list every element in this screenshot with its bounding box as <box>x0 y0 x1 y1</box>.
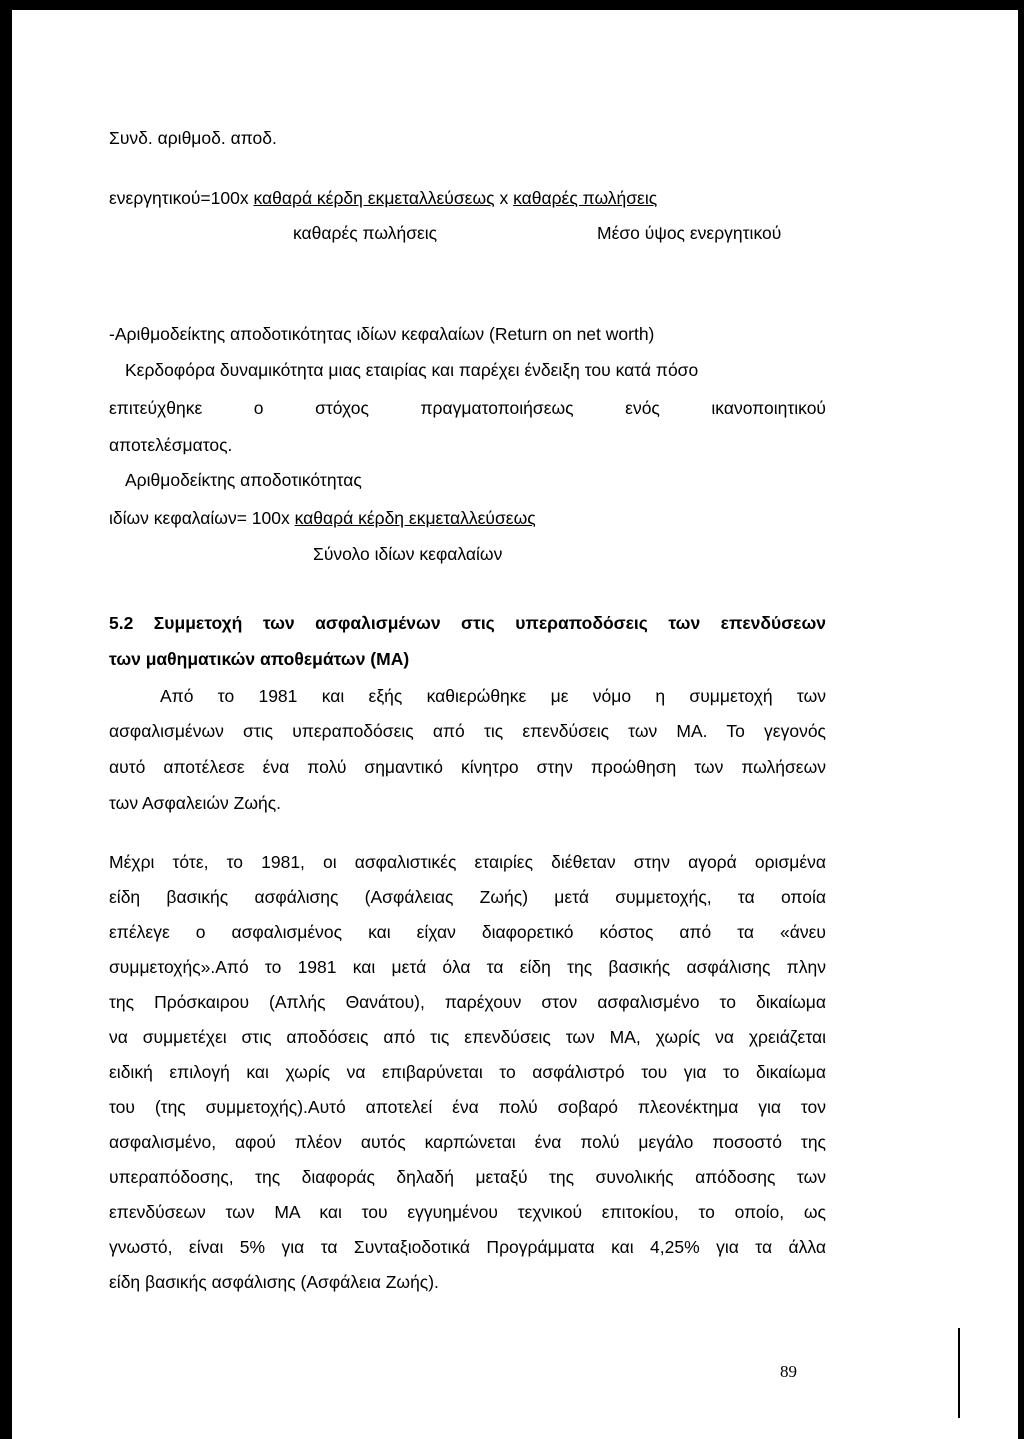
p2-line7: ειδική επιλογή και χωρίς να επιβαρύνεται το ασφάλιστρό του για το δικαίωμα <box>109 1062 826 1082</box>
p1-line2: ασφαλισμένων στις υπεραποδόσεις από τις επενδύσεις των ΜΑ. Το γεγονός <box>109 721 826 741</box>
formula1-denominator2: Μέσο ύψος ενεργητικού <box>597 223 782 243</box>
formula1-prefix: ενεργητικού=100x <box>109 188 249 208</box>
p2-line12: γνωστό, είναι 5% για τα Συνταξιοδοτικά Προγράμματα και 4,25% για τα άλλα <box>109 1237 826 1257</box>
p2-line6: να συμμετέχει στις αποδόσεις από τις επενδύσεις των ΜΑ, χωρίς να χρειάζεται <box>109 1027 826 1047</box>
p2-line4: συμμετοχής».Από το 1981 και μετά όλα τα είδη της βασικής ασφάλισης πλην <box>109 957 826 977</box>
roe-formula-numerator: καθαρά κέρδη εκμεταλλεύσεως <box>294 508 536 528</box>
p2-line11: επενδύσεων των ΜΑ και του εγγυημένου τεχνικού επιτοκίου, το οποίο, ως <box>109 1202 826 1222</box>
roe-formula-label1: Αριθμοδείκτης αποδοτικότητας <box>125 470 362 490</box>
p1-line1: Από το 1981 και εξής καθιερώθηκε με νόμο η συμμετοχή των <box>160 686 826 706</box>
roe-line2: Κερδοφόρα δυναμικότητα μιας εταιρίας και παρέχει ένδειξη του κατά πόσο <box>125 360 699 380</box>
p2-line13: είδη βασικής ασφάλισης (Ασφάλεια Ζωής). <box>109 1272 439 1292</box>
formula1-denominator1: καθαρές πωλήσεις <box>293 223 438 243</box>
p2-line1: Μέχρι τότε, το 1981, οι ασφαλιστικές εταιρίες διέθεταν στην αγορά ορισμένα <box>109 852 826 872</box>
p2-line9: ασφαλισμένο, αφού πλέον αυτός καρπώνεται ένα πολύ μεγάλο ποσοστό της <box>109 1132 826 1152</box>
formula1-label-line2 <box>109 190 657 208</box>
roe-line1: -Αριθμοδείκτης αποδοτικότητας ιδίων κεφαλαίων (Return on net worth) <box>109 324 655 344</box>
roe-formula-label2: ιδίων κεφαλαίων= 100x <box>109 508 290 528</box>
section-heading-line2: των μαθηματικών αποθεμάτων (ΜΑ) <box>109 649 410 669</box>
p2-line3: επέλεγε ο ασφαλισμένος και είχαν διαφορετικό κόστος από τα «άνευ <box>109 922 826 942</box>
roe-formula-line <box>109 510 536 528</box>
roe-line4: αποτελέσματος. <box>109 435 233 455</box>
roe-formula-denominator: Σύνολο ιδίων κεφαλαίων <box>313 544 503 564</box>
document-page <box>12 10 1018 1439</box>
formula1-numerator1: καθαρά κέρδη εκμεταλλεύσεως <box>253 188 495 208</box>
p2-line8: του (της συμμετοχής).Αυτό αποτελεί ένα πολύ σοβαρό πλεονέκτημα για τον <box>109 1097 826 1117</box>
p1-line3: αυτό αποτέλεσε ένα πολύ σημαντικό κίνητρο στην προώθηση των πωλήσεων <box>109 757 826 777</box>
page-number: 89 <box>780 1362 797 1381</box>
formula1-times: x <box>499 188 509 208</box>
p2-line5: της Πρόσκαιρου (Απλής Θανάτου), παρέχουν στον ασφαλισμένο το δικαίωμα <box>109 992 826 1012</box>
page-number-rule <box>958 1328 960 1418</box>
formula1-label-line1: Συνδ. αριθμοδ. αποδ. <box>109 128 277 148</box>
p2-line10: υπεραπόδοσης, της διαφοράς δηλαδή μεταξύ της συνολικής απόδοσης των <box>109 1167 826 1187</box>
section-heading-line1: 5.2 Συμμετοχή των ασφαλισμένων στις υπεραποδόσεις των επενδύσεων <box>109 613 826 633</box>
p2-line2: είδη βασικής ασφάλισης (Ασφάλειας Ζωής) μετά συμμετοχής, τα οποία <box>109 887 826 907</box>
p1-line4: των Ασφαλειών Ζωής. <box>109 793 282 813</box>
formula1-numerator2: καθαρές πωλήσεις <box>513 188 658 208</box>
roe-line3: επιτεύχθηκε ο στόχος πραγματοποιήσεως ενός ικανοποιητικού <box>109 398 826 418</box>
